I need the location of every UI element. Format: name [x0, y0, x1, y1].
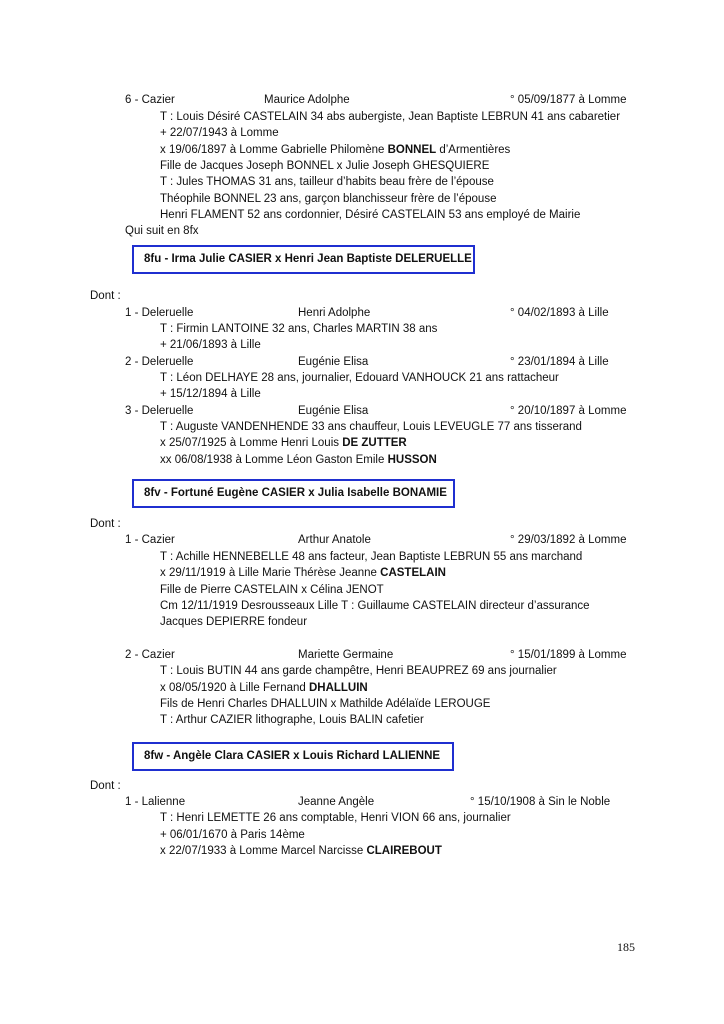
entry-number: 3 - Deleruelle: [125, 405, 194, 417]
witness-line: Jacques DEPIERRE fondeur: [160, 616, 308, 628]
spouse-surname: HUSSON: [387, 454, 437, 466]
birth-info: ° 23/01/1894 à Lille: [510, 356, 609, 368]
marriage-line: xx 06/08/1938 à Lomme Léon Gaston Emile HUSSON: [160, 454, 437, 466]
spouse-surname: BONNEL: [387, 144, 437, 156]
entry-number: 1 - Lalienne: [125, 796, 186, 808]
given-names: Eugénie Elisa: [298, 405, 369, 417]
contract-line: Cm 12/11/1919 Desrousseaux Lille T : Guillaume CASTELAIN directeur d’assurance: [160, 600, 590, 612]
birth-info: ° 29/03/1892 à Lomme: [510, 534, 627, 546]
dont-label: Dont :: [90, 290, 121, 302]
marriage-line: x 29/11/1919 à Lille Marie Thérèse Jeanne CASTELAIN: [160, 567, 446, 579]
dont-label: Dont :: [90, 780, 121, 792]
death-line: + 22/07/1943 à Lomme: [160, 127, 279, 139]
witness-line: T : Louis Désiré CASTELAIN 34 abs aubergiste, Jean Baptiste LEBRUN 41 ans cabaretier: [160, 111, 621, 123]
witness-line: T : Achille HENNEBELLE 48 ans facteur, Jean Baptiste LEBRUN 55 ans marchand: [160, 551, 583, 563]
family-heading-box: 8fv - Fortuné Eugène CASIER x Julia Isabelle BONAMIE: [132, 479, 455, 508]
birth-info: ° 05/09/1877 à Lomme: [510, 94, 627, 106]
death-line: + 06/01/1670 à Paris 14ème: [160, 829, 305, 841]
marriage-line: x 08/05/1920 à Lille Fernand DHALLUIN: [160, 682, 368, 694]
marriage-line: x 25/07/1925 à Lomme Henri Louis DE ZUTTER: [160, 437, 407, 449]
witness-line: Théophile BONNEL 23 ans, garçon blanchisseur frère de l’épouse: [160, 193, 497, 205]
witness-line: T : Henri LEMETTE 26 ans comptable, Henri VION 66 ans, journalier: [160, 812, 511, 824]
birth-info: ° 15/01/1899 à Lomme: [510, 649, 627, 661]
spouse-surname: DE ZUTTER: [342, 437, 407, 449]
witness-line: T : Louis BUTIN 44 ans garde champêtre, Henri BEAUPREZ 69 ans journalier: [160, 665, 557, 677]
birth-info: ° 20/10/1897 à Lomme: [510, 405, 627, 417]
witness-line: T : Auguste VANDENHENDE 33 ans chauffeur, Louis LEVEUGLE 77 ans tisserand: [160, 421, 582, 433]
birth-info: ° 15/10/1908 à Sin le Noble: [470, 796, 611, 808]
entry-number: 6 - Cazier: [125, 94, 175, 106]
follow-note: Qui suit en 8fx: [125, 225, 199, 237]
given-names: Maurice Adolphe: [264, 94, 350, 106]
entry-number: 1 - Deleruelle: [125, 307, 194, 319]
family-heading-box: 8fu - Irma Julie CASIER x Henri Jean Baptiste DELERUELLE: [132, 245, 475, 274]
family-heading-box: 8fw - Angèle Clara CASIER x Louis Richard LALIENNE: [132, 742, 454, 771]
parents-line: Fille de Pierre CASTELAIN x Célina JENOT: [160, 584, 384, 596]
parents-line: Fils de Henri Charles DHALLUIN x Mathilde Adélaïde LEROUGE: [160, 698, 491, 710]
spouse-surname: CLAIREBOUT: [366, 845, 442, 857]
entry-number: 2 - Cazier: [125, 649, 175, 661]
dont-label: Dont :: [90, 518, 121, 530]
witness-line: T : Léon DELHAYE 28 ans, journalier, Edouard VANHOUCK 21 ans rattacheur: [160, 372, 559, 384]
page-number: 185: [617, 940, 635, 954]
given-names: Eugénie Elisa: [298, 356, 369, 368]
entry-number: 1 - Cazier: [125, 534, 175, 546]
witness-line: Henri FLAMENT 52 ans cordonnier, Désiré CASTELAIN 53 ans employé de Mairie: [160, 209, 581, 221]
entry-number: 2 - Deleruelle: [125, 356, 194, 368]
death-line: + 15/12/1894 à Lille: [160, 388, 261, 400]
given-names: Henri Adolphe: [298, 307, 371, 319]
given-names: Arthur Anatole: [298, 534, 371, 546]
witness-line: T : Jules THOMAS 31 ans, tailleur d’habits beau frère de l’épouse: [160, 176, 494, 188]
spouse-surname: DHALLUIN: [308, 682, 368, 694]
witness-line: T : Firmin LANTOINE 32 ans, Charles MARTIN 38 ans: [160, 323, 438, 335]
witness-line: T : Arthur CAZIER lithographe, Louis BALIN cafetier: [160, 714, 424, 726]
parents-line: Fille de Jacques Joseph BONNEL x Julie Joseph GHESQUIERE: [160, 160, 490, 172]
spouse-surname: CASTELAIN: [380, 567, 446, 579]
given-names: Mariette Germaine: [298, 649, 394, 661]
birth-info: ° 04/02/1893 à Lille: [510, 307, 609, 319]
death-line: + 21/06/1893 à Lille: [160, 339, 261, 351]
given-names: Jeanne Angèle: [298, 796, 375, 808]
marriage-line: x 19/06/1897 à Lomme Gabrielle Philomène BONNEL d’Armentières: [160, 144, 511, 156]
marriage-line: x 22/07/1933 à Lomme Marcel Narcisse CLAIREBOUT: [160, 845, 442, 857]
